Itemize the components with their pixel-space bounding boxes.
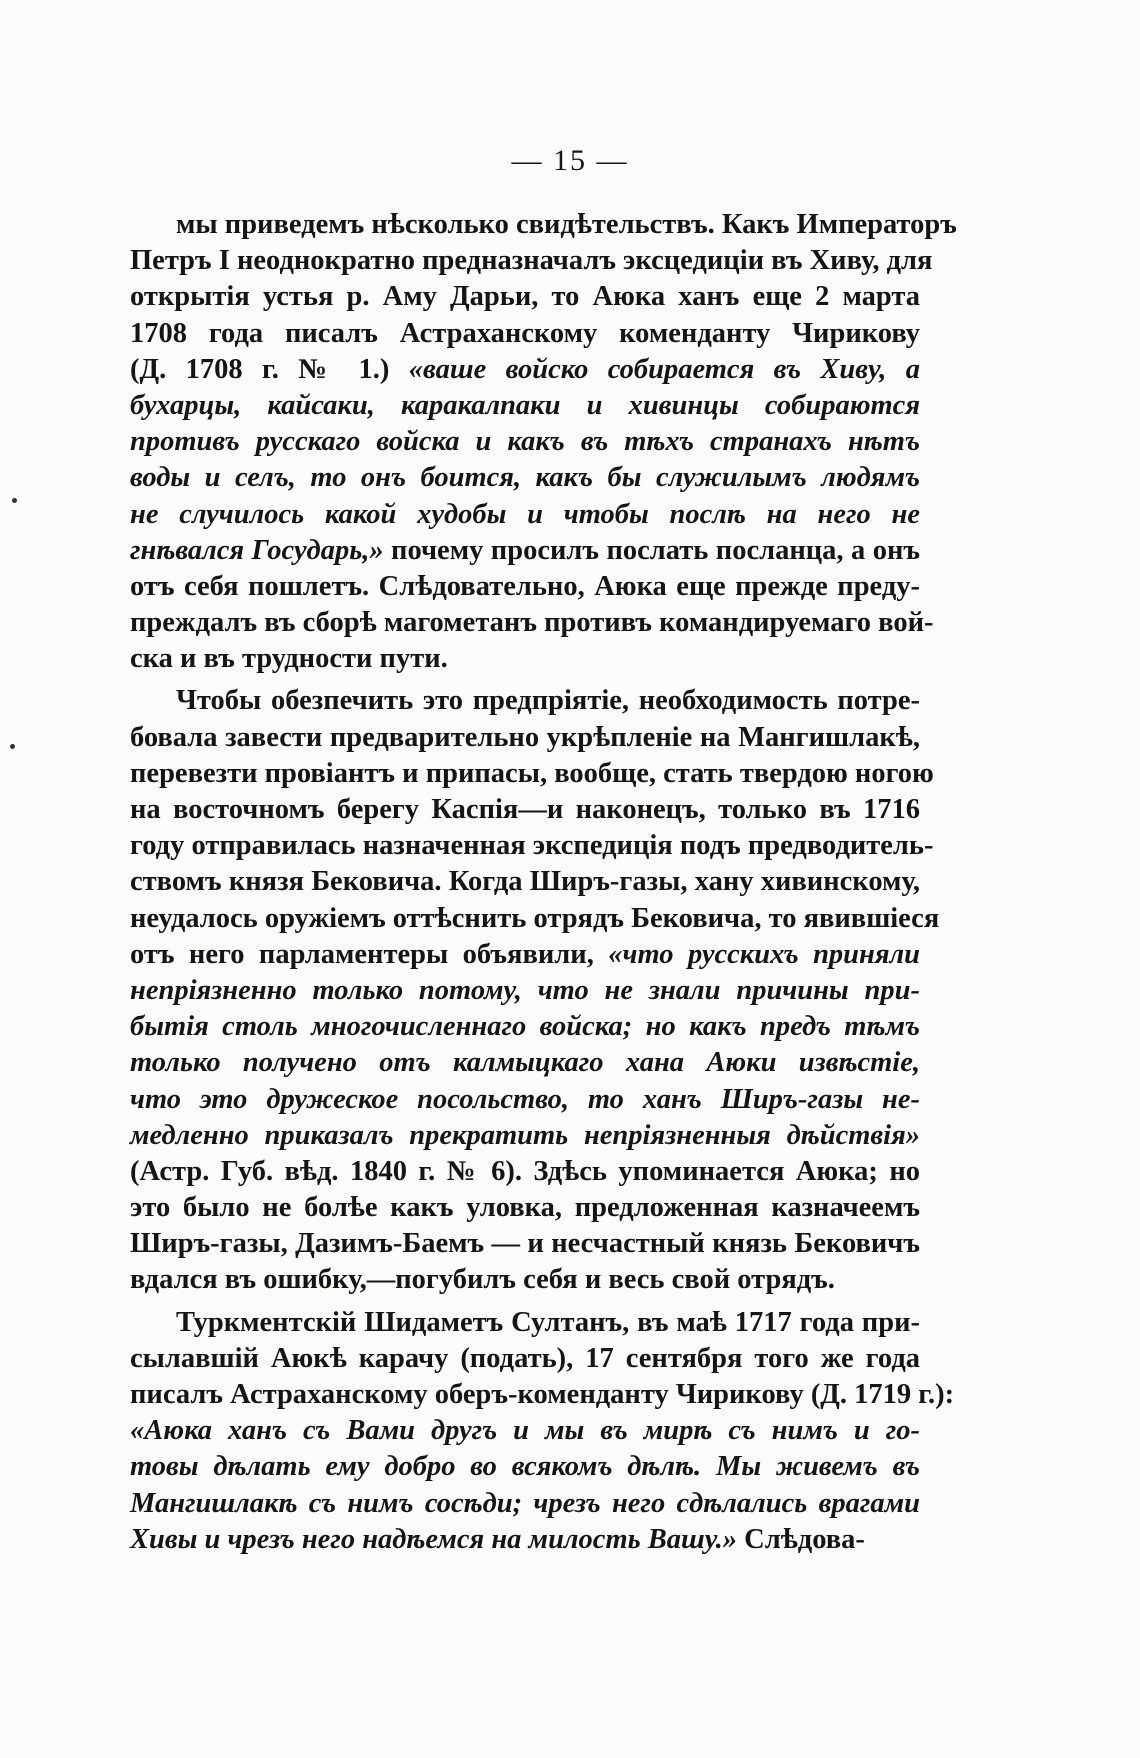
quoted-italic-text: гнѣвался Государь,» bbox=[130, 534, 384, 566]
text-segment: году отправилась назначенная экспедиція подъ предводитель- bbox=[130, 830, 934, 862]
text-segment: писалъ Астраханскому оберъ-коменданту Чирикову (Д. 1719 г.): bbox=[130, 1379, 955, 1410]
text-line bbox=[130, 1154, 920, 1190]
margin-speck bbox=[10, 744, 15, 749]
text-segment: на восточномъ берегу Каспія—и наконецъ, только въ 1716 bbox=[130, 794, 920, 825]
text-line bbox=[130, 641, 920, 677]
text-segment: Слѣдова- bbox=[737, 1523, 865, 1555]
text-segment: Ширъ-газы, Дазимъ-Баемъ — и несчастный князь Бековичъ bbox=[130, 1228, 920, 1260]
text-segment: Чтобы обезпечить это предпріятіе, необходимость потре- bbox=[176, 685, 920, 717]
text-line bbox=[130, 424, 920, 460]
text-segment: неудалось оружіемъ оттѣснить отрядъ Бековича, то явившіеся bbox=[130, 902, 940, 934]
text-line bbox=[130, 937, 920, 973]
quoted-italic-text: «что русскихъ приняли bbox=[608, 938, 920, 970]
text-line bbox=[130, 207, 957, 243]
text-line bbox=[130, 1118, 920, 1154]
text-line bbox=[130, 460, 920, 496]
quoted-italic-text: товы дѣлать ему добро во всякомъ дѣлѣ. Мы живемъ въ bbox=[130, 1451, 920, 1483]
text-segment: мы приведемъ нѣсколько свидѣтельствъ. Какъ Императоръ bbox=[176, 209, 957, 240]
text-line bbox=[130, 605, 934, 641]
text-segment: открытія устья р. Аму Дарьи, то Аюка ханъ еще 2 марта bbox=[130, 281, 920, 313]
text-segment: 1708 года писалъ Астраханскому коменданту Чирикову bbox=[130, 317, 920, 349]
text-line bbox=[130, 279, 920, 315]
text-segment: отъ него парламентеры объявили, bbox=[130, 938, 609, 970]
text-line bbox=[130, 756, 934, 792]
text-line bbox=[130, 1082, 920, 1118]
text-segment: ствомъ князя Бековича. Когда Ширъ-газы, хану хивинскому, bbox=[130, 866, 920, 898]
text-line bbox=[130, 1486, 920, 1522]
text-segment: отъ себя пошлетъ. Слѣдовательно, Аюка еще прежде преду- bbox=[130, 570, 920, 602]
text-line bbox=[130, 1449, 920, 1485]
text-line bbox=[130, 1341, 920, 1377]
text-segment: Туркментскій Шидаметъ Султанъ, въ маѣ 1717 года при- bbox=[176, 1306, 920, 1338]
text-line bbox=[130, 1190, 920, 1226]
text-segment: вдался въ ошибку,—погубилъ себя и весь свой отрядъ. bbox=[130, 1264, 835, 1296]
margin-speck bbox=[12, 498, 17, 503]
text-line bbox=[130, 533, 920, 569]
text-line bbox=[130, 901, 940, 937]
quoted-italic-text: непріязненно только потому, что не знали причины при- bbox=[130, 974, 920, 1006]
text-line bbox=[130, 316, 920, 352]
quoted-italic-text: «Аюка ханъ съ Вами другъ и мы въ мирѣ съ нимъ и го- bbox=[130, 1415, 920, 1447]
text-line bbox=[130, 1009, 920, 1045]
text-line bbox=[130, 864, 920, 900]
text-segment: сылавшій Аюкѣ карачу (подать), 17 сентября того же года bbox=[130, 1342, 920, 1374]
text-segment: это было не болѣе какъ уловка, предложенная казначеемъ bbox=[130, 1192, 920, 1224]
text-line bbox=[130, 828, 934, 864]
quoted-italic-text: не случилось какой худобы и чтобы послѣ на него не bbox=[130, 498, 920, 530]
text-line bbox=[130, 1522, 920, 1558]
quoted-italic-text: противъ русскаго войска и какъ въ тѣхъ странахъ нѣтъ bbox=[130, 426, 920, 458]
text-segment: бовала завести предварительно укрѣпленіе на Мангишлакѣ, bbox=[130, 721, 920, 753]
text-segment: Петръ I неоднократно предназначалъ эксцедиціи въ Хиву, для bbox=[130, 245, 933, 277]
text-line bbox=[130, 1045, 920, 1081]
text-segment: перевезти провіантъ и припасы, вообще, стать твердою ногою bbox=[130, 757, 934, 789]
text-line bbox=[130, 1413, 920, 1449]
text-line bbox=[130, 243, 933, 279]
quoted-italic-text: бытія столь многочисленнаго войска; но какъ предъ тѣмъ bbox=[130, 1011, 920, 1043]
text-line bbox=[130, 1377, 955, 1413]
text-line bbox=[130, 1226, 920, 1262]
text-line bbox=[130, 1305, 920, 1341]
text-line bbox=[130, 720, 920, 756]
text-line bbox=[130, 973, 920, 1009]
text-segment: ска и въ трудности пути. bbox=[130, 643, 448, 675]
page-number: — 15 — bbox=[511, 144, 629, 177]
text-segment: преждалъ въ сборѣ магометанъ противъ командируемаго вой- bbox=[130, 607, 934, 639]
quoted-italic-text: медленно приказалъ прекратить непріязненныя дѣйствія» bbox=[130, 1119, 920, 1151]
text-line bbox=[130, 792, 920, 828]
text-segment: (Астр. Губ. вѣд. 1840 г. № 6). Здѣсь упоминается Аюка; но bbox=[130, 1155, 920, 1187]
quoted-italic-text: воды и селъ, то онъ боится, какъ бы служилымъ людямъ bbox=[130, 462, 920, 494]
text-line bbox=[130, 683, 920, 719]
quoted-italic-text: бухарцы, кайсаки, каракалпаки и хивинцы собираются bbox=[130, 389, 920, 421]
quoted-italic-text: Мангишлакѣ съ нимъ сосѣди; чрезъ него сдѣлались врагами bbox=[130, 1487, 920, 1519]
quoted-italic-text: Хивы и чрезъ него надѣемся на милость Вашу.» bbox=[130, 1523, 737, 1555]
text-segment: (Д. 1708 г. № 1.) bbox=[130, 353, 409, 385]
quoted-italic-text: «ваше войско собирается въ Хиву, а bbox=[408, 353, 920, 385]
quoted-italic-text: только получено отъ калмыцкаго хана Аюки извѣстіе, bbox=[130, 1047, 920, 1079]
text-line bbox=[130, 388, 920, 424]
body-text bbox=[130, 207, 957, 1558]
quoted-italic-text: что это дружеское посольство, то ханъ Ширъ-газы не- bbox=[130, 1083, 920, 1115]
text-line bbox=[130, 497, 920, 533]
text-line bbox=[130, 569, 920, 605]
text-line bbox=[130, 1262, 920, 1298]
text-line bbox=[130, 352, 920, 388]
text-segment: почему просилъ послать посланца, а онъ bbox=[383, 534, 920, 566]
